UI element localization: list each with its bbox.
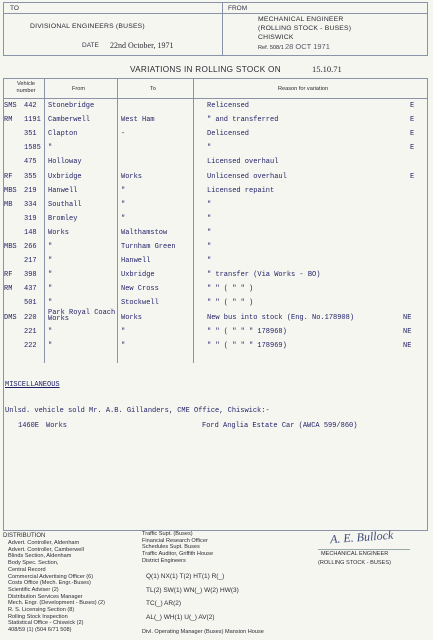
col-divider-1: [44, 78, 45, 363]
misc-line-1: Unlsd. vehicle sold Mr. A.B. Gillanders, CME Office, Chiswick:-: [5, 407, 270, 415]
header-bottom-rule: [3, 55, 428, 56]
row-reason: " " ( " " ): [207, 285, 254, 294]
distribution-left-item: Statistical Office - Chiswick (2): [8, 620, 84, 627]
table-left-rule: [3, 78, 4, 530]
signature-title-2: (ROLLING STOCK - BUSES): [318, 560, 391, 566]
column-from: From: [72, 86, 86, 92]
from-line-2: (ROLLING STOCK - BUSES): [258, 25, 352, 32]
distribution-mid-item: Financial Research Officer: [142, 537, 208, 544]
distribution-footer: Divl. Operating Manager (Buses) Mansion House: [142, 629, 264, 635]
row-to: ": [121, 214, 126, 223]
row-from: ": [48, 341, 53, 350]
row-reason: " " ( " " " 178968): [207, 327, 287, 336]
date-value: 22nd October, 1971: [110, 41, 174, 50]
row-to: Hanwell: [121, 257, 151, 266]
row-from: Camberwell: [48, 116, 91, 125]
distribution-code-line: TC(_) AR(2): [146, 600, 182, 607]
distribution-left-item: Advert. Controller, Aldenham: [8, 540, 80, 546]
row-code: E: [410, 130, 415, 139]
row-from: Stonebridge: [48, 102, 95, 110]
ref-label: Ref. 508/1: [258, 45, 284, 51]
header-divider: [222, 2, 223, 56]
row-from: ": [48, 144, 53, 153]
misc-heading: MISCELLANEOUS: [5, 381, 60, 389]
distribution-heading: DISTRIBUTION: [3, 533, 46, 539]
row-number: 442: [24, 102, 37, 110]
misc-vehicle-number: 1460E: [18, 422, 40, 430]
distribution-left-item: Distribution Services Manager: [8, 593, 83, 600]
from-line-3: CHISWICK: [258, 34, 294, 41]
row-reason: Delicensed: [207, 130, 250, 139]
distribution-left-item: Advert. Controller, Camberwell: [8, 546, 84, 553]
row-to: Stockwell: [121, 299, 159, 308]
column-reason: Reason for variation: [278, 86, 329, 92]
row-reason: Unlicensed overhaul: [207, 172, 287, 181]
col-divider-3: [193, 78, 194, 363]
row-number: 398: [24, 271, 37, 280]
to-label: TO: [10, 5, 19, 12]
distribution-code-line: TL(2) SW(1) WN(_) W(2) HW(3): [146, 586, 239, 594]
row-to: West Ham: [121, 116, 155, 125]
row-class: RM: [4, 285, 13, 294]
row-from: Hanwell: [48, 186, 78, 195]
signature-title-1: MECHANICAL ENGINEER: [321, 551, 389, 557]
row-reason: " transfer (Via Works - BO): [207, 271, 321, 280]
row-from: Southall: [48, 200, 82, 209]
row-class: RF: [4, 271, 13, 280]
col-divider-2: [117, 78, 118, 363]
distribution-mid-item: Schedules Supt. Buses: [142, 544, 200, 551]
row-to: ": [121, 186, 126, 195]
distribution-mid-item: Traffic Supt. (Buses): [142, 531, 193, 537]
row-to: ": [121, 327, 126, 336]
row-class: DMS: [4, 313, 17, 322]
distribution-left-item: R. S. Licensing Section (8): [8, 607, 75, 613]
distribution-left-item: Blinds Section, Aldenham: [8, 553, 72, 560]
row-number: 222: [24, 341, 37, 350]
title-date: 15.10.71: [312, 64, 342, 74]
row-reason: Licensed overhaul: [207, 158, 279, 167]
row-class: MB: [4, 200, 13, 209]
distribution-left-item: Commercial Advertising Officer (6): [8, 573, 94, 580]
row-from: Bromley: [48, 214, 78, 223]
row-reason: ": [207, 214, 212, 223]
to-value: DIVISIONAL ENGINEERS (BUSES): [30, 23, 145, 30]
row-number: 475: [24, 158, 37, 167]
document-title: VARIATIONS IN ROLLING STOCK ON: [130, 65, 281, 74]
distribution-left-item: Mech. Engr. (Development - Buses) (2): [8, 600, 105, 607]
row-number: 148: [24, 228, 37, 237]
row-to: ": [121, 200, 126, 209]
row-to: Turnham Green: [121, 243, 176, 251]
date-label: DATE: [82, 42, 99, 49]
row-from: Holloway: [48, 158, 82, 167]
row-to: -: [121, 130, 126, 139]
row-reason: ": [207, 144, 212, 153]
signature-handwriting: A. E. Bullock: [329, 527, 394, 547]
row-number: 266: [24, 243, 37, 251]
row-code: E: [410, 172, 415, 181]
row-number: 437: [24, 285, 37, 294]
row-code: NE: [403, 341, 412, 350]
row-reason: " " ( " " " 178969): [207, 341, 287, 350]
distribution-left-item: Costs Office (Mech. Engr.-Buses): [8, 580, 91, 587]
row-to: Works: [121, 313, 143, 322]
column-vehicle-number: Vehicle number: [16, 81, 36, 94]
row-number: 355: [24, 172, 37, 181]
distribution-code-line: Q(1) NX(1) T(2) HT(1) R(_): [146, 573, 225, 580]
row-reason: Relicensed: [207, 102, 250, 110]
row-from: ": [48, 243, 53, 251]
row-from: ": [48, 285, 53, 294]
row-to: Uxbridge: [121, 271, 155, 280]
row-reason: ": [207, 257, 212, 266]
row-number: 501: [24, 299, 37, 308]
row-from: Uxbridge: [48, 172, 82, 181]
row-to: ": [121, 341, 126, 350]
row-from: ": [48, 257, 53, 266]
distribution-mid-item: Traffic Auditor, Griffith House: [142, 551, 214, 558]
row-from: ": [48, 271, 53, 280]
to-rule: [3, 13, 222, 14]
row-number: 220: [24, 313, 37, 322]
row-code: NE: [403, 327, 412, 336]
distribution-left-item: Scientific Adviser (2): [8, 586, 59, 593]
header-right-rule: [427, 2, 428, 56]
row-reason: " " ( " " ): [207, 299, 254, 308]
row-from: Works: [48, 228, 70, 237]
signature-rule: [318, 549, 410, 550]
distribution-code-line: AL(_) WH(1) U(_) AV(2): [146, 613, 215, 621]
row-code: NE: [403, 313, 412, 322]
received-stamp: 28 OCT 1971: [285, 42, 330, 51]
row-number: 217: [24, 257, 37, 266]
row-class: RF: [4, 172, 13, 181]
column-to: To: [150, 86, 156, 92]
from-line-1: MECHANICAL ENGINEER: [258, 16, 344, 23]
row-class: MBS: [4, 243, 17, 251]
distribution-left-item: Body Spec. Section,: [8, 560, 59, 567]
row-class: MBS: [4, 186, 17, 195]
distribution-left-item: Central Record: [8, 566, 46, 573]
row-reason: ": [207, 243, 212, 251]
row-from: Park Royal Coach Works: [48, 308, 116, 323]
from-label: FROM: [228, 5, 248, 12]
row-number: 1585: [24, 144, 41, 153]
row-code: E: [410, 116, 415, 125]
misc-from: Works: [46, 422, 68, 430]
distribution-left-item: Rolling Stock Inspection: [8, 613, 68, 620]
distribution-mid-item: District Engineers: [142, 557, 186, 564]
row-number: 319: [24, 214, 37, 223]
row-reason: " and transferred: [207, 116, 279, 125]
row-to: New Cross: [121, 285, 159, 294]
row-number: 1191: [24, 116, 41, 125]
row-number: 334: [24, 200, 37, 209]
row-class: SMS: [4, 102, 17, 110]
table-top-rule: [3, 78, 428, 79]
row-reason: ": [207, 200, 212, 209]
from-rule: [222, 13, 427, 14]
row-reason: Licensed repaint: [207, 186, 275, 195]
table-header-rule: [3, 98, 428, 99]
row-reason: New bus into stock (Eng. No.178908): [207, 313, 355, 322]
row-number: 221: [24, 327, 37, 336]
header-top-rule: [3, 2, 428, 3]
row-code: E: [410, 102, 415, 110]
table-right-rule: [427, 78, 428, 530]
row-class: RM: [4, 116, 13, 125]
header-left-rule: [3, 2, 4, 56]
row-to: Walthamstow: [121, 228, 168, 237]
row-number: 219: [24, 186, 37, 195]
distribution-left-item: 408/59 (1) (504 6/71 508): [8, 627, 72, 634]
misc-reason: Ford Anglia Estate Car (AWCA 599/860): [202, 422, 358, 430]
row-to: Works: [121, 172, 143, 181]
row-from: ": [48, 299, 53, 308]
row-reason: ": [207, 228, 212, 237]
row-from: Clapton: [48, 130, 78, 139]
row-from: ": [48, 327, 53, 336]
row-number: 351: [24, 130, 37, 139]
row-code: E: [410, 144, 415, 153]
